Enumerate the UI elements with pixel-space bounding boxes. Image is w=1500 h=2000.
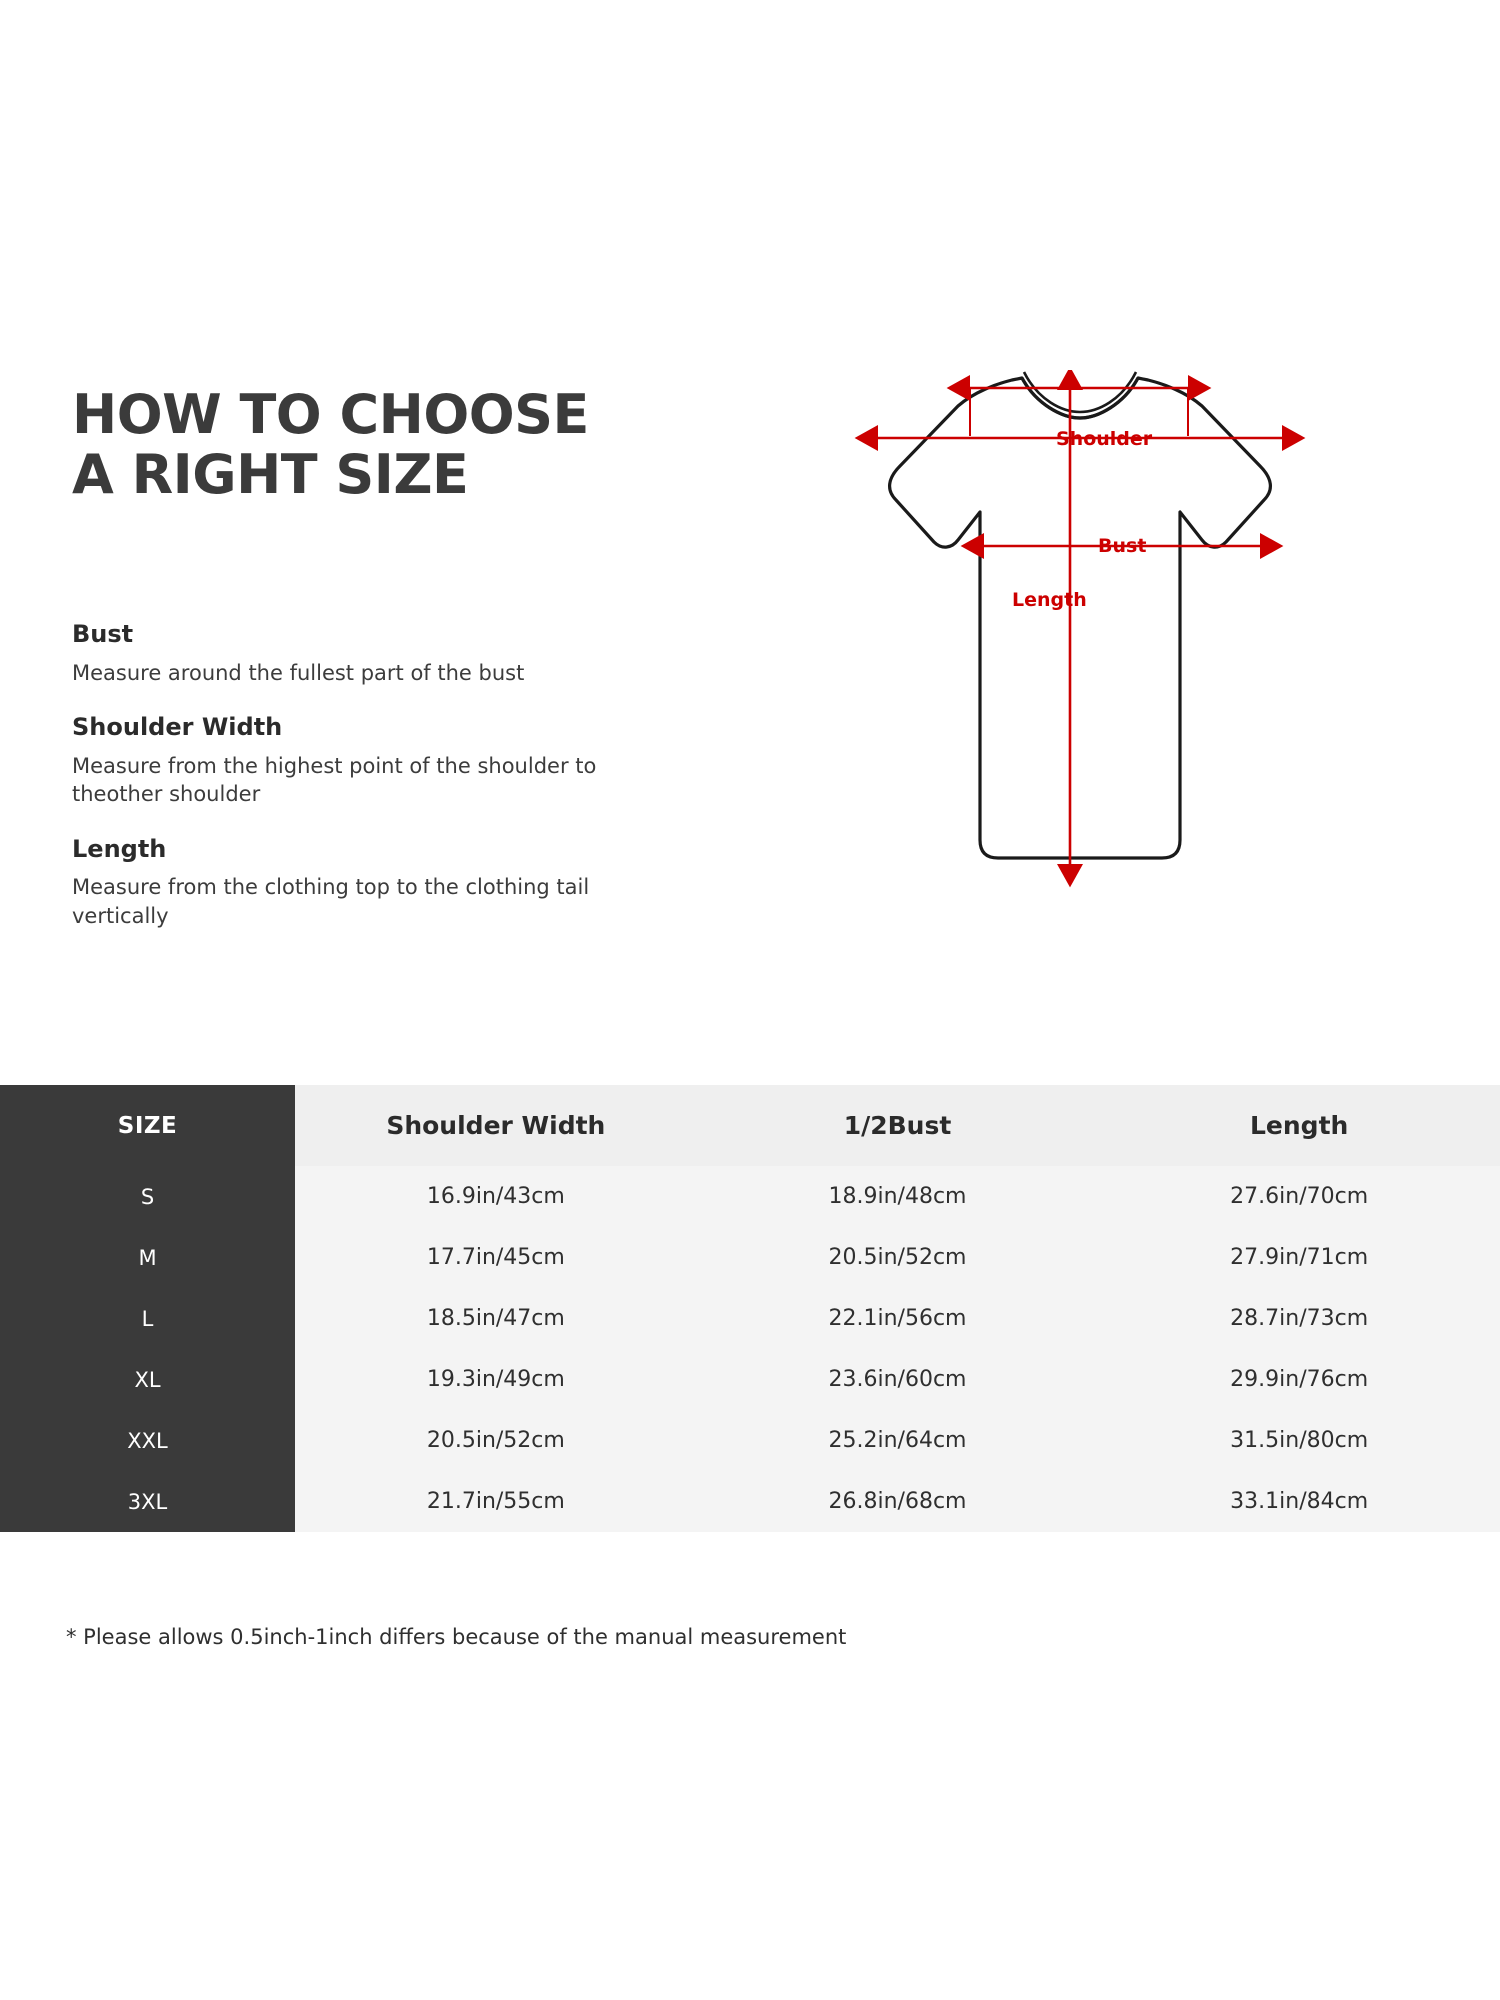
cell-shoulder-width: 21.7in/55cm: [295, 1471, 697, 1532]
definition-shoulder-width-term: Shoulder Width: [72, 713, 283, 742]
cell-half-bust: 25.2in/64cm: [697, 1410, 1099, 1471]
definition-bust-term: Bust: [72, 620, 134, 648]
cell-shoulder-width: 19.3in/49cm: [295, 1349, 697, 1410]
cell-length: 28.7in/73cm: [1098, 1288, 1500, 1349]
measurement-definitions: [72, 620, 672, 956]
cell-half-bust: 26.8in/68cm: [697, 1471, 1099, 1532]
tshirt-diagram: [760, 370, 1400, 1020]
shoulder-label: Shoulder: [1056, 428, 1153, 450]
cell-size: XXL: [0, 1410, 295, 1471]
cell-length: 27.6in/70cm: [1098, 1166, 1500, 1227]
cell-half-bust: 18.9in/48cm: [697, 1166, 1099, 1227]
definition-length: [72, 835, 672, 930]
size-table-area: [0, 1085, 1500, 1532]
page-title-line-1: HOW TO CHOOSE: [72, 383, 589, 446]
definition-length-term: Length: [72, 834, 167, 863]
header-length: Length: [1098, 1085, 1500, 1166]
measurement-footnote: * Please allows 0.5inch-1inch differs because of the manual measurement: [66, 1625, 847, 1649]
table-row: [0, 1166, 1500, 1227]
header-shoulder-width: Shoulder Width: [295, 1085, 697, 1166]
header-half-bust: 1/2Bust: [697, 1085, 1099, 1166]
cell-length: 31.5in/80cm: [1098, 1410, 1500, 1471]
bust-label: Bust: [1098, 535, 1147, 557]
cell-length: 27.9in/71cm: [1098, 1227, 1500, 1288]
definition-length-desc: Measure from the clothing top to the clothing tail vertically: [72, 875, 590, 928]
table-row: [0, 1288, 1500, 1349]
size-table: [0, 1085, 1500, 1532]
cell-size: S: [0, 1166, 295, 1227]
cell-shoulder-width: 18.5in/47cm: [295, 1288, 697, 1349]
cell-shoulder-width: 20.5in/52cm: [295, 1410, 697, 1471]
table-row: [0, 1349, 1500, 1410]
cell-size: 3XL: [0, 1471, 295, 1532]
header-size: SIZE: [0, 1085, 295, 1166]
table-row: [0, 1227, 1500, 1288]
cell-length: 29.9in/76cm: [1098, 1349, 1500, 1410]
definition-shoulder-width: [72, 713, 672, 808]
page-title-line-2: A RIGHT SIZE: [72, 443, 469, 507]
cell-half-bust: 20.5in/52cm: [697, 1227, 1099, 1288]
cell-half-bust: 22.1in/56cm: [697, 1288, 1099, 1349]
definition-bust-desc: Measure around the fullest part of the bust: [72, 660, 525, 685]
cell-size: XL: [0, 1349, 295, 1410]
table-header-row: [0, 1085, 1500, 1166]
cell-half-bust: 23.6in/60cm: [697, 1349, 1099, 1410]
cell-length: 33.1in/84cm: [1098, 1471, 1500, 1532]
cell-size: M: [0, 1227, 295, 1288]
definition-shoulder-width-desc: Measure from the highest point of the shoulder to theother shoulder: [72, 753, 597, 807]
cell-shoulder-width: 17.7in/45cm: [295, 1227, 697, 1288]
cell-size: L: [0, 1288, 295, 1349]
table-row: [0, 1410, 1500, 1471]
definition-bust: [72, 620, 672, 687]
table-row: [0, 1471, 1500, 1532]
page-title: [72, 385, 712, 506]
cell-shoulder-width: 16.9in/43cm: [295, 1166, 697, 1227]
length-label: Length: [1012, 589, 1087, 611]
